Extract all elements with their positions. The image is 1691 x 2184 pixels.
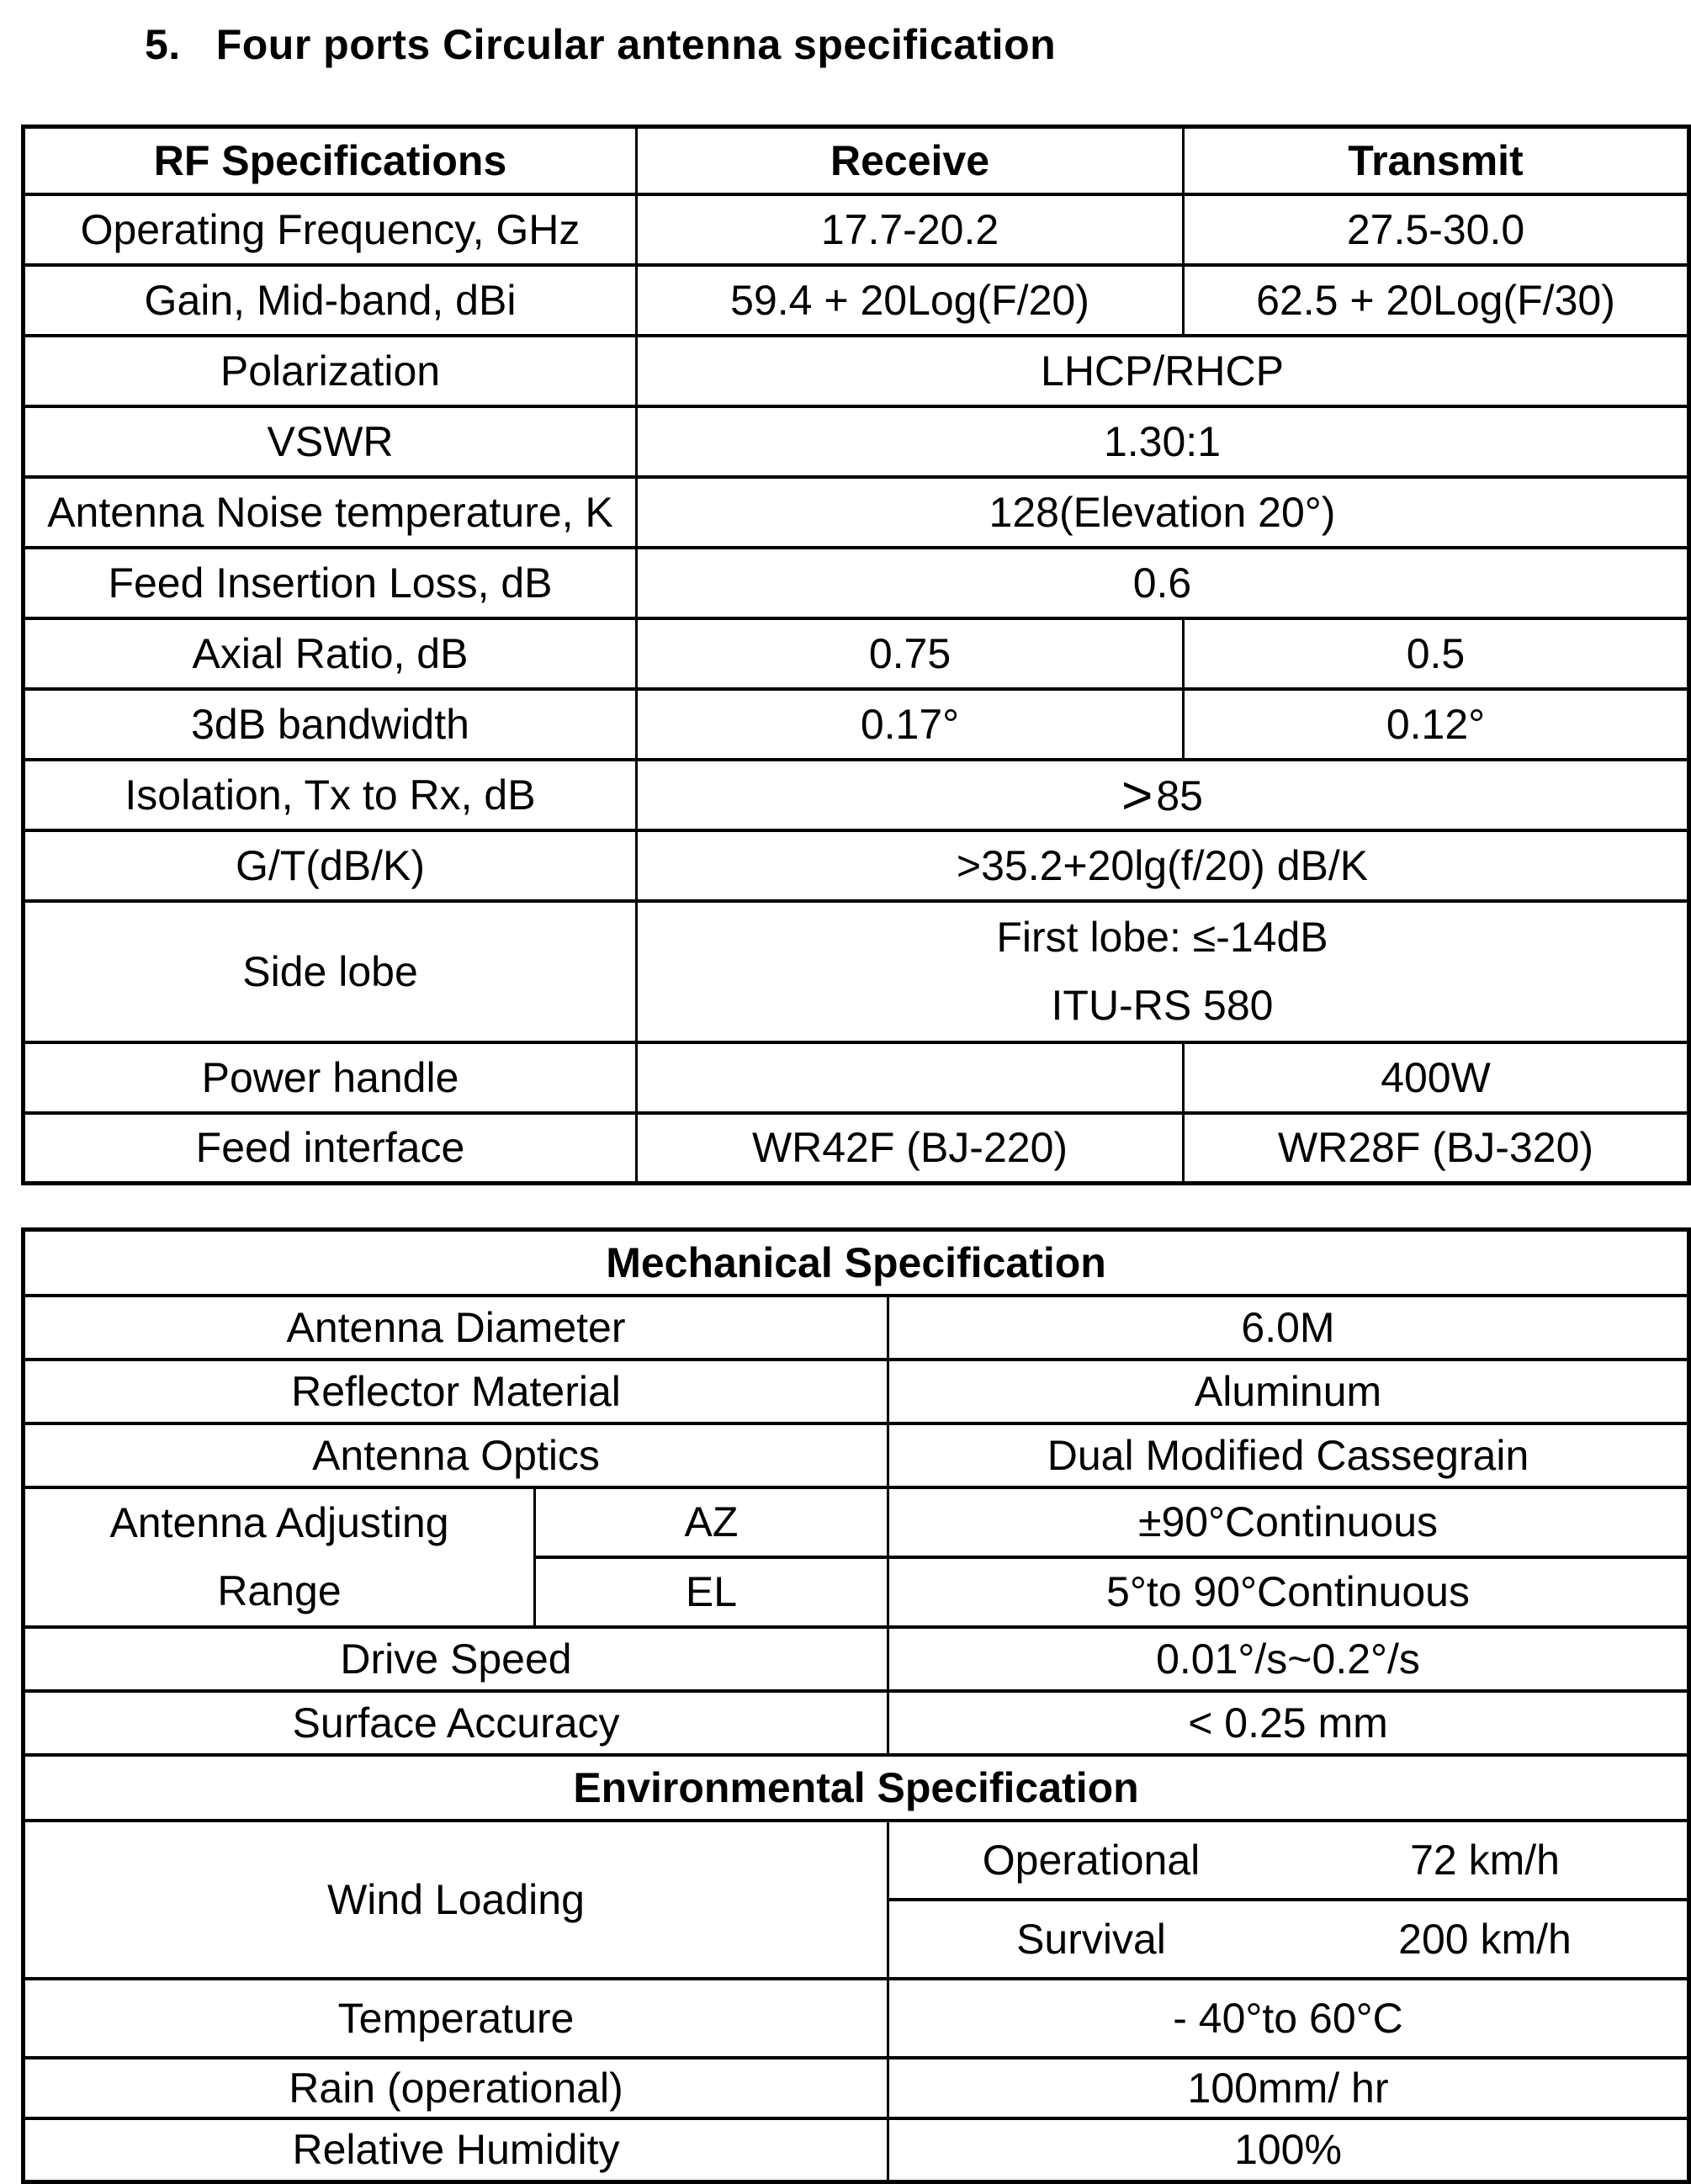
g-over-t-label: G/T(dB/K) <box>24 830 637 901</box>
wind-survival-label: Survival <box>1016 1915 1166 1963</box>
rain-label: Rain (operational) <box>24 2058 888 2118</box>
isolation-value <box>637 760 1689 830</box>
3db-bandwidth-receive: 0.17° <box>637 689 1184 760</box>
rf-spec-table <box>21 125 1691 1185</box>
operating-frequency-label: Operating Frequency, GHz <box>24 194 637 265</box>
wind-survival-value: 200 km/h <box>1398 1915 1572 1963</box>
env-row-rain <box>24 2058 1689 2118</box>
antenna-optics-value: Dual Modified Cassegrain <box>888 1423 1689 1487</box>
axial-ratio-label: Axial Ratio, dB <box>24 618 637 689</box>
page-title-text: Four ports Circular antenna specification <box>215 21 1057 68</box>
vswr-label: VSWR <box>24 406 637 477</box>
adjusting-range-el-label: EL <box>535 1557 888 1627</box>
rf-row-isolation <box>24 760 1689 830</box>
rf-row-side-lobe <box>24 901 1689 1042</box>
power-handle-label: Power handle <box>24 1042 637 1113</box>
reflector-material-value: Aluminum <box>888 1360 1689 1423</box>
wind-operational-value: 72 km/h <box>1410 1836 1560 1884</box>
antenna-optics-label: Antenna Optics <box>24 1423 888 1487</box>
adjusting-range-label-line1: Antenna Adjusting <box>109 1498 449 1546</box>
isolation-gt-sign: > <box>1121 764 1157 825</box>
mech-row-antenna-optics <box>24 1423 1689 1487</box>
relative-humidity-value: 100% <box>888 2118 1689 2182</box>
rf-header-receive: Receive <box>637 127 1184 194</box>
rf-row-gain <box>24 265 1689 336</box>
adjusting-range-az-value: ±90°Continuous <box>888 1487 1689 1557</box>
drive-speed-label: Drive Speed <box>24 1627 888 1691</box>
page-title <box>0 0 1691 69</box>
reflector-material-label: Reflector Material <box>24 1360 888 1423</box>
wind-operational-cell <box>888 1821 1689 1900</box>
drive-speed-value: 0.01°/s~0.2°/s <box>888 1627 1689 1691</box>
mech-section-header-row <box>24 1230 1689 1296</box>
g-over-t-value: >35.2+20lg(f/20) dB/K <box>637 830 1689 901</box>
temperature-label: Temperature <box>24 1979 888 2058</box>
rf-row-feed-interface <box>24 1113 1689 1184</box>
wind-operational-split <box>894 1836 1682 1884</box>
page-title-number: 5. <box>145 21 181 68</box>
mech-env-spec-table <box>21 1227 1691 2184</box>
feed-interface-label: Feed interface <box>24 1113 637 1184</box>
env-row-temperature <box>24 1979 1689 2058</box>
mech-row-drive-speed <box>24 1627 1689 1691</box>
feed-insertion-loss-label: Feed Insertion Loss, dB <box>24 548 637 618</box>
temperature-value: - 40°to 60°C <box>888 1979 1689 2058</box>
isolation-number: 85 <box>1156 771 1203 819</box>
side-lobe-value <box>637 901 1689 1042</box>
surface-accuracy-value: < 0.25 mm <box>888 1691 1689 1755</box>
feed-interface-transmit: WR28F (BJ-320) <box>1184 1113 1689 1184</box>
mech-section-title: Mechanical Specification <box>24 1230 1689 1296</box>
wind-loading-label: Wind Loading <box>24 1821 888 1979</box>
wind-survival-split <box>894 1915 1682 1964</box>
adjusting-range-label-line2: Range <box>217 1566 342 1614</box>
rf-row-axial-ratio <box>24 618 1689 689</box>
relative-humidity-label: Relative Humidity <box>24 2118 888 2182</box>
isolation-label: Isolation, Tx to Rx, dB <box>24 760 637 830</box>
rf-row-power-handle <box>24 1042 1689 1113</box>
power-handle-transmit: 400W <box>1184 1042 1689 1113</box>
feed-interface-receive: WR42F (BJ-220) <box>637 1113 1184 1184</box>
polarization-value: LHCP/RHCP <box>637 336 1689 406</box>
env-row-relative-humidity <box>24 2118 1689 2182</box>
surface-accuracy-label: Surface Accuracy <box>24 1691 888 1755</box>
feed-insertion-loss-value: 0.6 <box>637 548 1689 618</box>
side-lobe-label: Side lobe <box>24 901 637 1042</box>
rf-header-row <box>24 127 1689 194</box>
rf-header-spec: RF Specifications <box>24 127 637 194</box>
power-handle-receive-empty <box>637 1042 1184 1113</box>
rf-row-operating-frequency <box>24 194 1689 265</box>
axial-ratio-transmit: 0.5 <box>1184 618 1689 689</box>
gain-label: Gain, Mid-band, dBi <box>24 265 637 336</box>
mech-row-adjusting-range-az <box>24 1487 1689 1557</box>
operating-frequency-transmit: 27.5-30.0 <box>1184 194 1689 265</box>
rain-value: 100mm/ hr <box>888 2058 1689 2118</box>
rf-row-noise-temperature <box>24 477 1689 548</box>
3db-bandwidth-transmit: 0.12° <box>1184 689 1689 760</box>
axial-ratio-receive: 0.75 <box>637 618 1184 689</box>
antenna-diameter-label: Antenna Diameter <box>24 1296 888 1360</box>
vswr-value: 1.30:1 <box>637 406 1689 477</box>
wind-survival-cell <box>888 1900 1689 1979</box>
gain-receive: 59.4 + 20Log(F/20) <box>637 265 1184 336</box>
env-section-title: Environmental Specification <box>24 1755 1689 1821</box>
wind-operational-label: Operational <box>982 1836 1201 1884</box>
rf-row-vswr <box>24 406 1689 477</box>
rf-row-feed-insertion-loss <box>24 548 1689 618</box>
adjusting-range-label <box>24 1487 535 1627</box>
adjusting-range-el-value: 5°to 90°Continuous <box>888 1557 1689 1627</box>
noise-temperature-value: 128(Elevation 20°) <box>637 477 1689 548</box>
side-lobe-line1: First lobe: ≤-14dB <box>996 913 1328 961</box>
gain-transmit: 62.5 + 20Log(F/30) <box>1184 265 1689 336</box>
rf-row-g-over-t <box>24 830 1689 901</box>
operating-frequency-receive: 17.7-20.2 <box>637 194 1184 265</box>
rf-row-polarization <box>24 336 1689 406</box>
noise-temperature-label: Antenna Noise temperature, K <box>24 477 637 548</box>
3db-bandwidth-label: 3dB bandwidth <box>24 689 637 760</box>
mech-row-antenna-diameter <box>24 1296 1689 1360</box>
polarization-label: Polarization <box>24 336 637 406</box>
side-lobe-line2: ITU-RS 580 <box>1051 981 1274 1029</box>
antenna-diameter-value: 6.0M <box>888 1296 1689 1360</box>
env-section-header-row <box>24 1755 1689 1821</box>
adjusting-range-az-label: AZ <box>535 1487 888 1557</box>
mech-row-surface-accuracy <box>24 1691 1689 1755</box>
rf-row-3db-bandwidth <box>24 689 1689 760</box>
mech-row-reflector-material <box>24 1360 1689 1423</box>
env-row-wind-operational <box>24 1821 1689 1900</box>
rf-header-transmit: Transmit <box>1184 127 1689 194</box>
